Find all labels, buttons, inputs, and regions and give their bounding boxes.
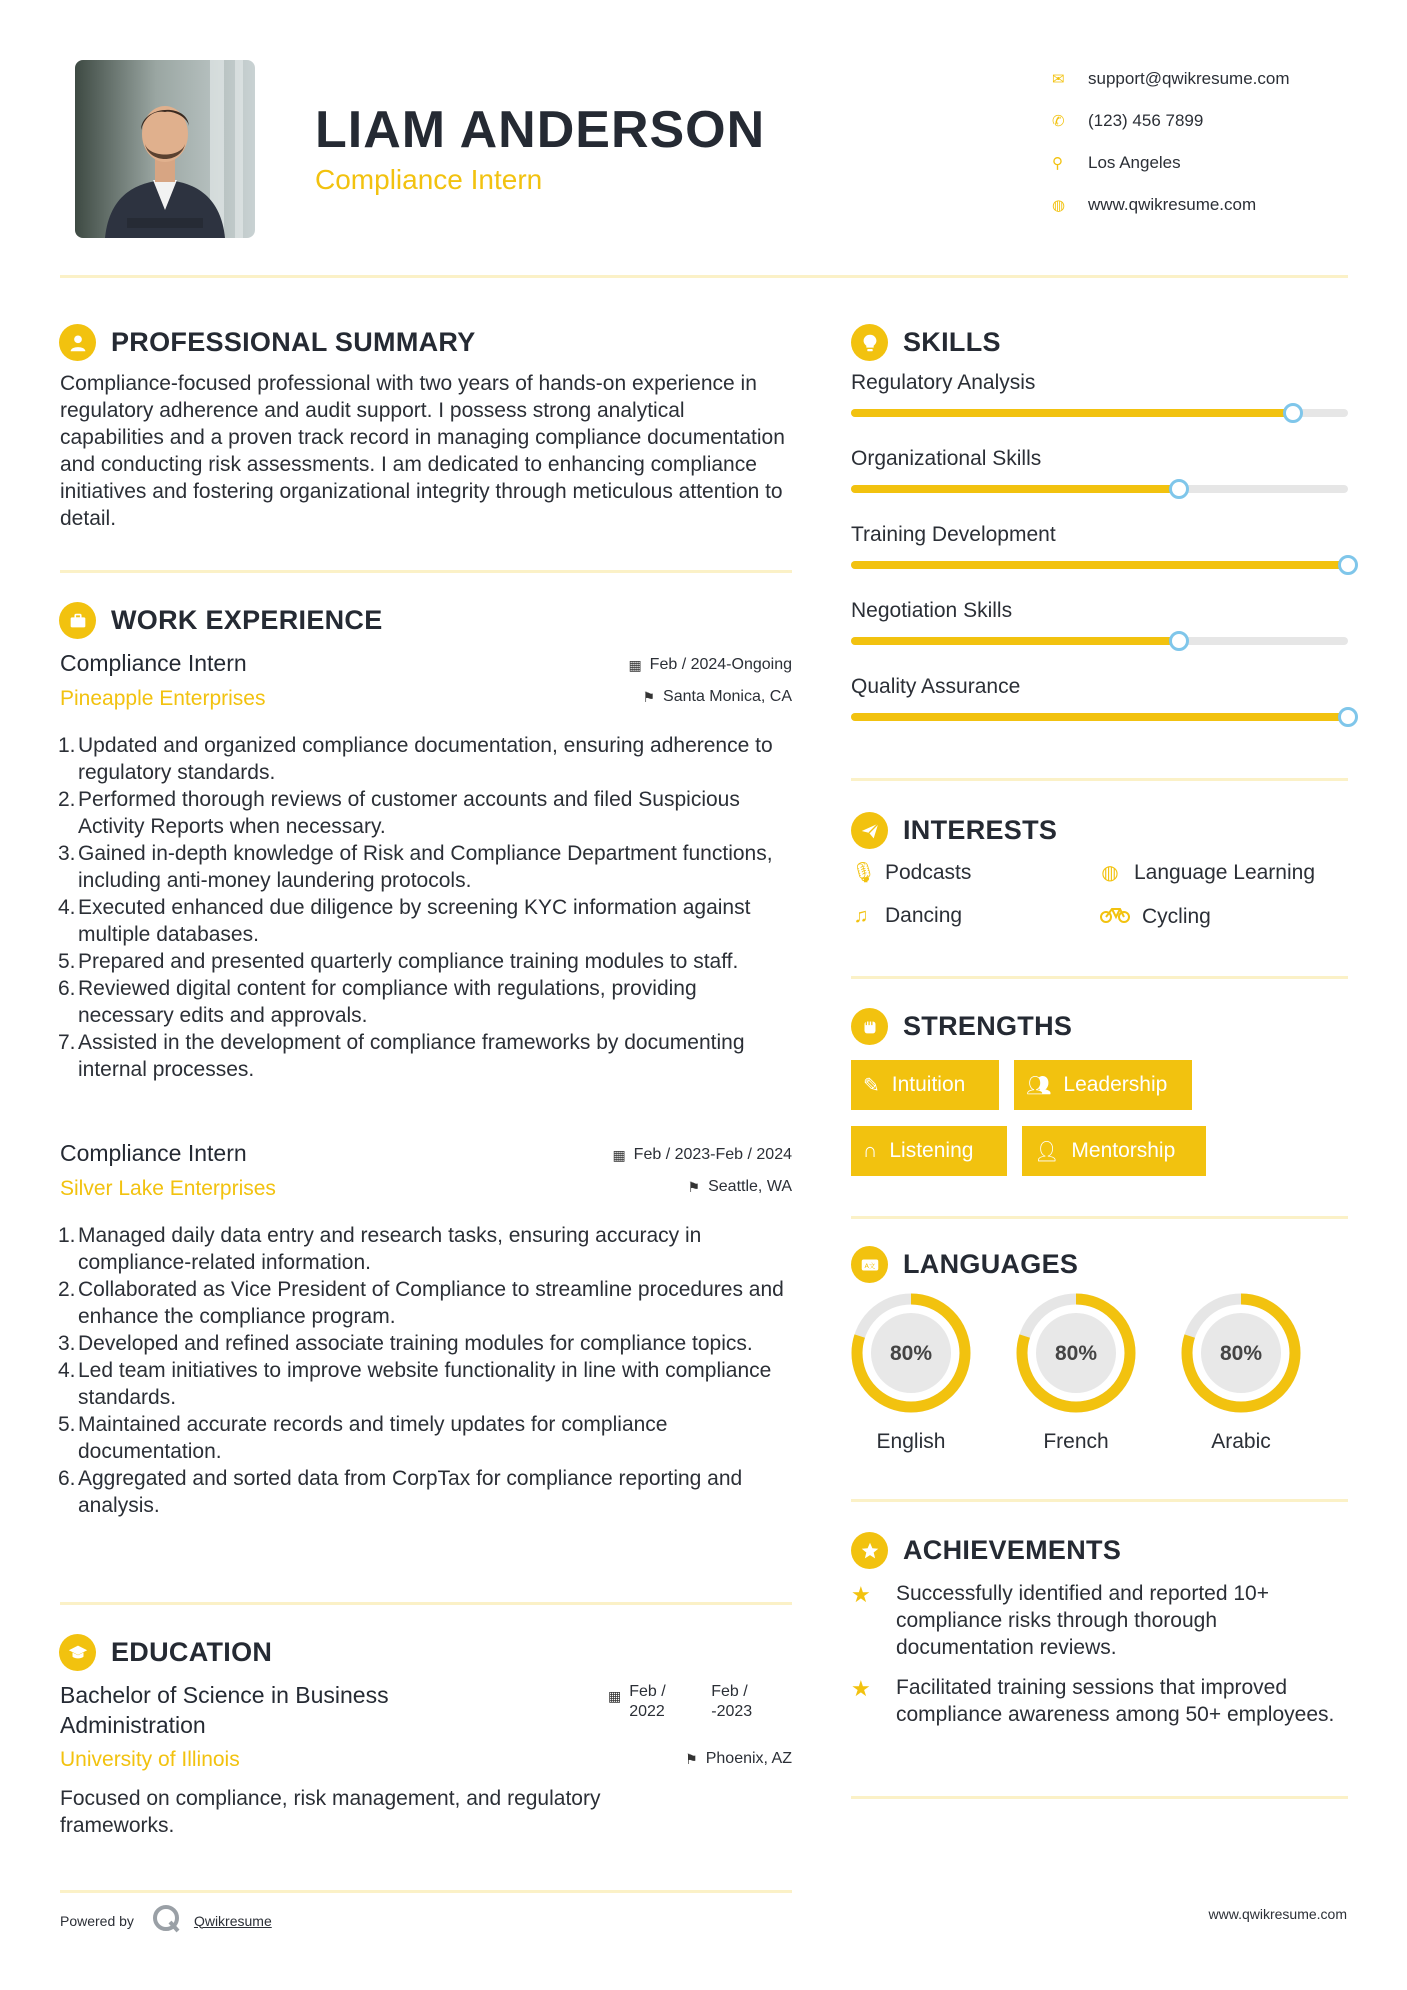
headphones-icon: ∩ [863,1139,878,1162]
header-divider [60,275,1348,278]
contact-phone[interactable] [1050,100,1380,142]
magic-wand-icon: ✎ [863,1074,880,1097]
bullet-text: Performed thorough reviews of customer accounts and filed Suspicious Activity Reports when necessary. [78,788,740,838]
job-location-text: Seattle, WA [708,1178,792,1195]
language-icon [851,1246,888,1283]
job-location [688,1178,792,1196]
svg-text:A文: A文 [864,1261,875,1270]
interests-heading [851,812,1057,849]
experience-heading [59,602,383,639]
list-item: 4. Led team initiatives to improve website functionality in line with compliance standards. [58,1359,772,1409]
language-ring [1181,1293,1301,1413]
languages-title: LANGUAGES [903,1249,1079,1279]
skill-track [851,409,1348,417]
list-item: 4. Executed enhanced due diligence by screening KYC information against multiple databases. [58,896,751,946]
achievement-text: Successfully identified and reported 10+ compliance risks through thorough documentation reviews. [896,1582,1269,1659]
interest-item [851,904,962,928]
skill-name: Negotiation Skills [851,599,1013,622]
globe-icon: ◍ [1052,197,1066,214]
interest-label: Podcasts [885,860,972,884]
footer-powered [60,1904,272,1937]
phone-icon: ✆ [1052,113,1065,130]
star-badge-icon [851,1532,888,1569]
users-icon: 👥︎ [1026,1074,1052,1097]
education-start-month: Feb / [629,1683,666,1700]
list-item: 2. Performed thorough reviews of customer accounts and filed Suspicious Activity Reports when necessary. [58,788,740,838]
contact-location-text: Los Angeles [1088,153,1181,172]
languages-divider [851,1499,1348,1502]
list-item: 3. Developed and refined associate training modules for compliance topics. [58,1332,753,1355]
education-end [711,1682,793,1722]
job-entry [60,650,792,1083]
language-percent: 80% [889,1342,933,1365]
bullet-text: Executed enhanced due diligence by screening KYC information against multiple databases. [78,896,751,946]
job-bullets [60,732,792,1083]
education-location [685,1750,792,1768]
job-location-text: Santa Monica, CA [663,688,792,705]
interest-label: Cycling [1142,905,1211,928]
calendar-icon: ▦ [628,656,642,673]
list-item: 7. Assisted in the development of compliance frameworks by documenting internal processes. [58,1031,745,1081]
contact-phone-text: (123) 456 7899 [1088,111,1204,130]
job-title: Compliance Intern [60,1140,247,1166]
bullet-text: Updated and organized compliance documentation, ensuring adherence to regulatory standards. [78,734,773,784]
job-date-text: Feb / 2024-Ongoing [649,656,792,673]
lightbulb-icon [851,324,888,361]
skill-name: Regulatory Analysis [851,371,1036,394]
language-item [1181,1293,1301,1454]
achievement-item [851,1674,1351,1728]
music-note-icon: ♫ [853,904,869,927]
skill-knob [1169,631,1189,651]
skill-fill [851,637,1179,645]
strengths-heading [851,1008,1072,1045]
summary-title: PROFESSIONAL SUMMARY [111,327,476,357]
bullet-text: Managed daily data entry and research tasks, ensuring accuracy in compliance-related information. [78,1224,702,1274]
paper-plane-icon [851,812,888,849]
bicycle-icon [1100,904,1130,930]
briefcase-icon [59,602,96,639]
degree: Bachelor of Science in Business Administration [60,1682,389,1738]
map-pin-icon: ⚲ [1052,155,1063,172]
language-ring [851,1293,971,1413]
skill-knob [1338,555,1358,575]
skill-item [851,599,1348,627]
education-heading [59,1634,272,1671]
strength-badge [1022,1126,1206,1176]
language-name: English [876,1430,946,1453]
language-item [851,1293,971,1454]
language-name: French [1043,1430,1109,1453]
list-item: 1. Managed daily data entry and research tasks, ensuring accuracy in compliance-related information. [58,1224,702,1274]
skills-heading [851,324,1001,361]
achievement-item [851,1580,1351,1661]
list-item: 3. Gained in-depth knowledge of Risk and Compliance Department functions, including anti-money laundering protocols. [58,842,773,892]
achievements-divider [851,1796,1348,1799]
language-name: Arabic [1211,1430,1271,1453]
skill-knob [1283,403,1303,423]
list-item: 2. Collaborated as Vice President of Compliance to streamline procedures and enhance the compliance program. [58,1278,784,1328]
skill-name: Organizational Skills [851,447,1042,470]
interests-divider [851,976,1348,979]
bullet-text: Led team initiatives to improve website functionality in line with compliance standards. [78,1359,772,1409]
pushpin-icon: ⚑ [685,1750,698,1767]
job-title: Compliance Intern [60,650,247,676]
achievements-title: ACHIEVEMENTS [903,1535,1122,1565]
achievements-heading [851,1532,1121,1569]
bullet-text: Reviewed digital content for compliance with regulations, providing necessary edits and approvals. [78,977,697,1027]
envelope-icon: ✉ [1052,71,1065,88]
strength-label: Mentorship [1071,1139,1176,1162]
globe-icon: ◍ [1101,862,1119,884]
skill-item [851,447,1348,475]
bullet-text: Developed and refined associate training modules for compliance topics. [78,1332,753,1355]
list-item: 6. Aggregated and sorted data from CorpTax for compliance reporting and analysis. [58,1467,743,1517]
education-end-year: -2023 [711,1703,753,1720]
skill-track [851,485,1348,493]
skill-fill [851,561,1348,569]
pushpin-icon: ⚑ [687,1178,701,1195]
microphone-icon: 🎙︎ [851,862,877,884]
bullet-text: Prepared and presented quarterly compliance training modules to staff. [78,950,739,973]
interest-label: Dancing [885,904,963,927]
graduation-icon [59,1634,96,1671]
list-item: 5. Maintained accurate records and timely updates for compliance documentation. [58,1413,668,1463]
education-end-month: Feb / [711,1683,748,1700]
job-company: Silver Lake Enterprises [60,1177,276,1200]
calendar-icon: ▦ [608,1688,622,1704]
contact-location [1050,142,1380,184]
strength-label: Intuition [891,1073,966,1096]
strength-badge [851,1060,999,1110]
interest-item [1100,904,1211,930]
skills-divider [851,778,1348,781]
contact-website[interactable] [1050,184,1380,226]
skill-knob [1338,707,1358,727]
education-date [608,1682,793,1722]
education-start-year: 2022 [629,1703,665,1720]
language-percent: 80% [1054,1342,1098,1365]
education-location-text: Phoenix, AZ [705,1750,792,1767]
job-location [642,688,792,706]
interests-title: INTERESTS [903,815,1058,845]
bullet-text: Collaborated as Vice President of Compliance to streamline procedures and enhance the compliance program. [78,1278,784,1328]
fist-icon [851,1008,888,1045]
strength-badge [1014,1060,1192,1110]
job-entry [60,1140,792,1519]
candidate-title: Compliance Intern [315,164,543,195]
contact-list [1050,58,1380,226]
list-item: 5. Prepared and presented quarterly compliance training modules to staff. [58,950,739,973]
qwikresume-logo-icon [152,1904,182,1937]
calendar-icon: ▦ [612,1146,626,1163]
education-title: EDUCATION [111,1637,273,1667]
education-start [629,1682,711,1722]
language-ring [1016,1293,1136,1413]
bullet-text: Assisted in the development of compliance frameworks by documenting internal processes. [78,1031,745,1081]
bullet-text: Maintained accurate records and timely updates for compliance documentation. [78,1413,668,1463]
skills-title: SKILLS [903,327,1001,357]
candidate-name: LIAM ANDERSON [315,101,766,159]
school: University of Illinois [60,1748,240,1771]
strengths-divider [851,1216,1348,1219]
languages-heading [851,1246,1078,1283]
bullet-text: Gained in-depth knowledge of Risk and Compliance Department functions, including anti-money laundering protocols. [78,842,773,892]
pushpin-icon: ⚑ [642,688,656,705]
education-description: Focused on compliance, risk management, and regulatory frameworks. [60,1787,601,1837]
strength-label: Listening [889,1139,974,1162]
strength-label: Leadership [1063,1073,1168,1096]
powered-by-label: Powered by [60,1912,134,1929]
summary-text: Compliance-focused professional with two years of hands-on experience in regulatory adherence and audit support. I possess strong analytical capabilities and a proven track record in managing compliance documentation and conducting risk assessments. I am dedicated to enhancing compliance initiatives and fostering organizational integrity through meticulous attention to detail. [60,372,785,530]
user-icon [59,324,96,361]
achievement-text: Facilitated training sessions that improved compliance awareness among 50+ employees. [896,1676,1335,1726]
contact-website-text: www.qwikresume.com [1088,195,1257,214]
skill-knob [1169,479,1189,499]
skill-item [851,371,1348,399]
skill-fill [851,409,1293,417]
job-company: Pineapple Enterprises [60,687,266,710]
experience-divider [60,1602,792,1605]
strength-badge [851,1126,1007,1176]
skill-fill [851,485,1179,493]
experience-title: WORK EXPERIENCE [111,605,383,635]
summary-heading [59,324,476,361]
user-plus-icon: 👤︎ [1034,1140,1060,1163]
bullet-text: Aggregated and sorted data from CorpTax for compliance reporting and analysis. [78,1467,743,1517]
star-icon: ★ [851,1582,871,1607]
skill-fill [851,713,1348,721]
job-date [628,656,792,674]
skill-track [851,561,1348,569]
interest-item [1100,860,1315,885]
strengths-title: STRENGTHS [903,1011,1073,1041]
contact-email[interactable] [1050,58,1380,100]
interest-label: Language Learning [1134,860,1316,884]
list-item: 1. Updated and organized compliance documentation, ensuring adherence to regulatory standards. [58,734,773,784]
qwikresume-link[interactable]: Qwikresume [193,1912,272,1929]
job-date-text: Feb / 2023-Feb / 2024 [633,1146,792,1163]
skill-track [851,713,1348,721]
skill-item [851,523,1348,551]
contact-email-text: support@qwikresume.com [1088,69,1290,88]
summary-divider [60,570,792,573]
job-date [612,1146,792,1164]
skill-track [851,637,1348,645]
skill-name: Quality Assurance [851,675,1021,698]
skill-item [851,675,1348,703]
skill-name: Training Development [851,523,1056,546]
interest-item [851,860,971,885]
language-item [1016,1293,1136,1454]
footer-url[interactable]: www.qwikresume.com [1208,1906,1347,1922]
profile-photo [75,60,255,238]
language-percent: 80% [1219,1342,1263,1365]
list-item: 6. Reviewed digital content for compliance with regulations, providing necessary edits and approvals. [58,977,697,1027]
education-divider [60,1890,792,1893]
star-icon: ★ [851,1676,871,1701]
job-bullets [60,1222,792,1519]
